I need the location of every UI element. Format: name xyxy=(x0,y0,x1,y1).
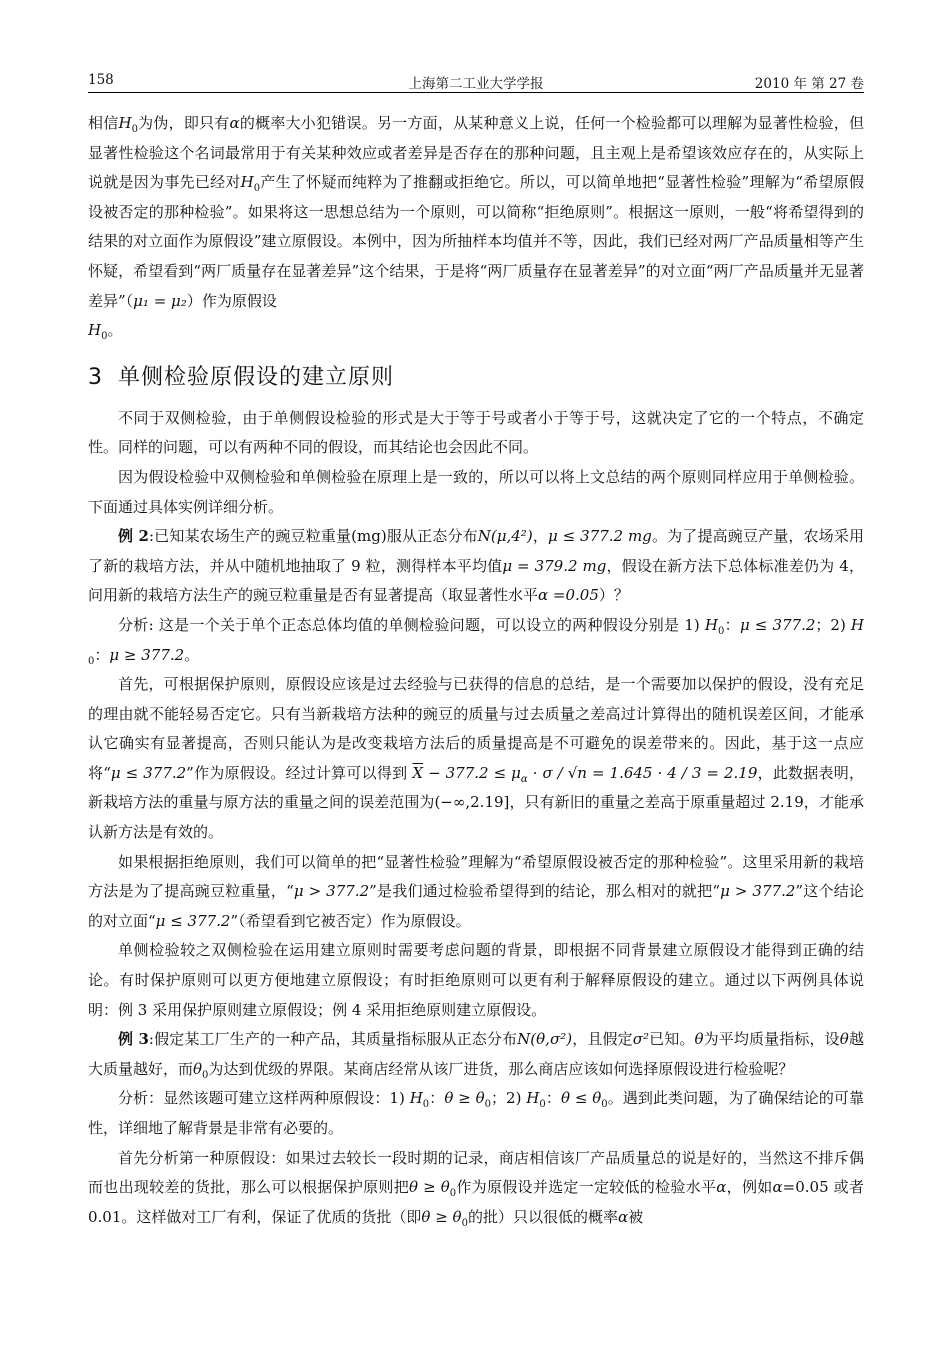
paragraph-continued: 相信$H_0$为伪，即只有α的概率大小犯错误。另一方面，从某种意义上说，任何一个检验都可以理解为显著性检验，但显著性检验这个名词最常用于有关某种效应或者差异是否存在的那种问题，且主观上是希望该效应存在的，从实际上说就是因为事先已经对$H_0$产生了怀疑而纯粹为了推翻或拒绝它。所以，可以简单地把“显著性检验”理解为“希望原假设被否定的那种检验”。如果将这一思想总结为一个原则，可以简称“拒绝原则”。根据这一原则，一般“将希望得到的结果的对立面作为原假设”建立原假设。本例中，因为所抽样本均值并不等，因此，我们已经对两厂产品质量相等产生怀疑，希望看到“两厂质量存在显著差异”这个结果，于是将“两厂质量存在显著差异”的对立面“两厂产品质量并无显著差异”（μ₁ = μ₂）作为原假设 $H_0$。 xyxy=(88,114,864,343)
issue-info: 2010 年 第 27 卷 xyxy=(754,76,864,92)
paragraph-first-hypothesis: 首先分析第一种原假设：如果过去较长一段时期的记录，商店相信该厂产品质量总的说是好的，当然这不排斥偶而也出现较差的货批，那么可以根据保护原则把$\theta \ge \theta_0$作为原假设并选定一定较低的检验水平α，例如α=0.05 或者 0.01。这样做对工厂有利，保证了优质的货批（即$\theta \ge \theta_0$的批）只以很低的概率α被 xyxy=(88,1148,864,1229)
journal-name: 上海第二工业大学学报 xyxy=(408,76,544,92)
analysis-2: 分析: 这是一个关于单个正态总体均值的单侧检验问题，可以设立的两种假设分别是 1) $H_0$：μ ≤ 377.2；2) $H_0$：μ ≥ 377.2。 xyxy=(88,615,864,667)
paragraph-principles: 因为假设检验中双侧检验和单侧检验在原理上是一致的，所以可以将上文总结的两个原则同样应用于单侧检验。下面通过具体实例详细分析。 xyxy=(88,467,864,516)
section-title: 单侧检验原假设的建立原则 xyxy=(118,364,395,390)
paragraph-background: 单侧检验较之双侧检验在运用建立原则时需要考虑问题的背景，即根据不同背景建立原假设才能得到正确的结论。有时保护原则可以更方便地建立原假设；有时拒绝原则可以更有利于解释原假设的建立。通过以下两例具体说明：例 3 采用保护原则建立原假设；例 4 采用拒绝原则建立原假设。 xyxy=(88,941,864,1019)
paragraph-rejection-principle: 如果根据拒绝原则，我们可以简单的把“显著性检验”理解为“希望原假设被否定的那种检验”。这里采用新的栽培方法是为了提高豌豆粒重量，“μ > 377.2”是我们通过检验希望得到的结论，那么相对的就把“μ > 377.2”这个结论的对立面“μ ≤ 377.2”（希望看到它被否定）作为原假设。 xyxy=(88,852,865,930)
analysis-3: 分析：显然该题可建立这样两种原假设：1) $H_0$：$\theta \ge \theta_0$；2) $H_0$：$\theta \le \theta_0$。遇到此类问题，为了确保结论的可靠性，详细地了解背景是非常有必要的。 xyxy=(88,1089,864,1137)
example-3: 例 3:假定某工厂生产的一种产品，其质量指标服从正态分布N(θ,σ²)，且假定σ²已知。θ为平均质量指标，设θ越大质量越好，而$\theta_0$为达到优级的界限。某商店经常从该厂进货，那么商店应该如何选择原假设进行检验呢？ xyxy=(88,1030,864,1081)
section-number: 3 xyxy=(88,364,103,390)
article-body xyxy=(88,109,864,1232)
paragraph-uncertainty: 不同于双侧检验，由于单侧假设检验的形式是大于等于号或者小于等于号，这就决定了它的一个特点，不确定性。同样的问题，可以有两种不同的假设，而其结论也会因此不同。 xyxy=(88,408,864,457)
paragraph-protection-principle: 首先，可根据保护原则，原假设应该是过去经验与已获得的信息的总结，是一个需要加以保护的假设，没有充足的理由就不能轻易否定它。只有当新栽培方法种的豌豆的质量与过去质量之差高过计算得出的随机误差区间，才能承认它确实有显著提高，否则只能认为是改变栽培方法后的质量提高是不可避免的误差带来的。因此，基于这一点应将“μ ≤ 377.2”作为原假设。经过计算可以得到 $\overline{X} - 377.2 \le \mu_\alpha \cdot \sigma / √n = 1.645 \cdot 4 / 3 = 2.19$，此数据表明，新栽培方法的重量与原方法的重量之间的误差范围为(−∞,2.19]，只有新旧的重量之差高于原重量超过 2.19，才能承认新方法是有效的。 xyxy=(88,675,864,842)
running-header xyxy=(88,66,864,93)
example-2: 例 2:已知某农场生产的豌豆粒重量(mg)服从正态分布N(μ,4²)，μ ≤ 377.2 mg。为了提高豌豆产量，农场采用了新的栽培方法，并从中随机地抽取了 9 粒，测得样本平均值μ = 379.2 mg，假设在新方法下总体标准差仍为 4，问用新的栽培方法生产的豌豆粒重量是否有显著提高（取显著性水平α =0.05）？ xyxy=(88,527,864,605)
page-number: 158 xyxy=(88,72,114,88)
section-heading xyxy=(88,360,864,396)
